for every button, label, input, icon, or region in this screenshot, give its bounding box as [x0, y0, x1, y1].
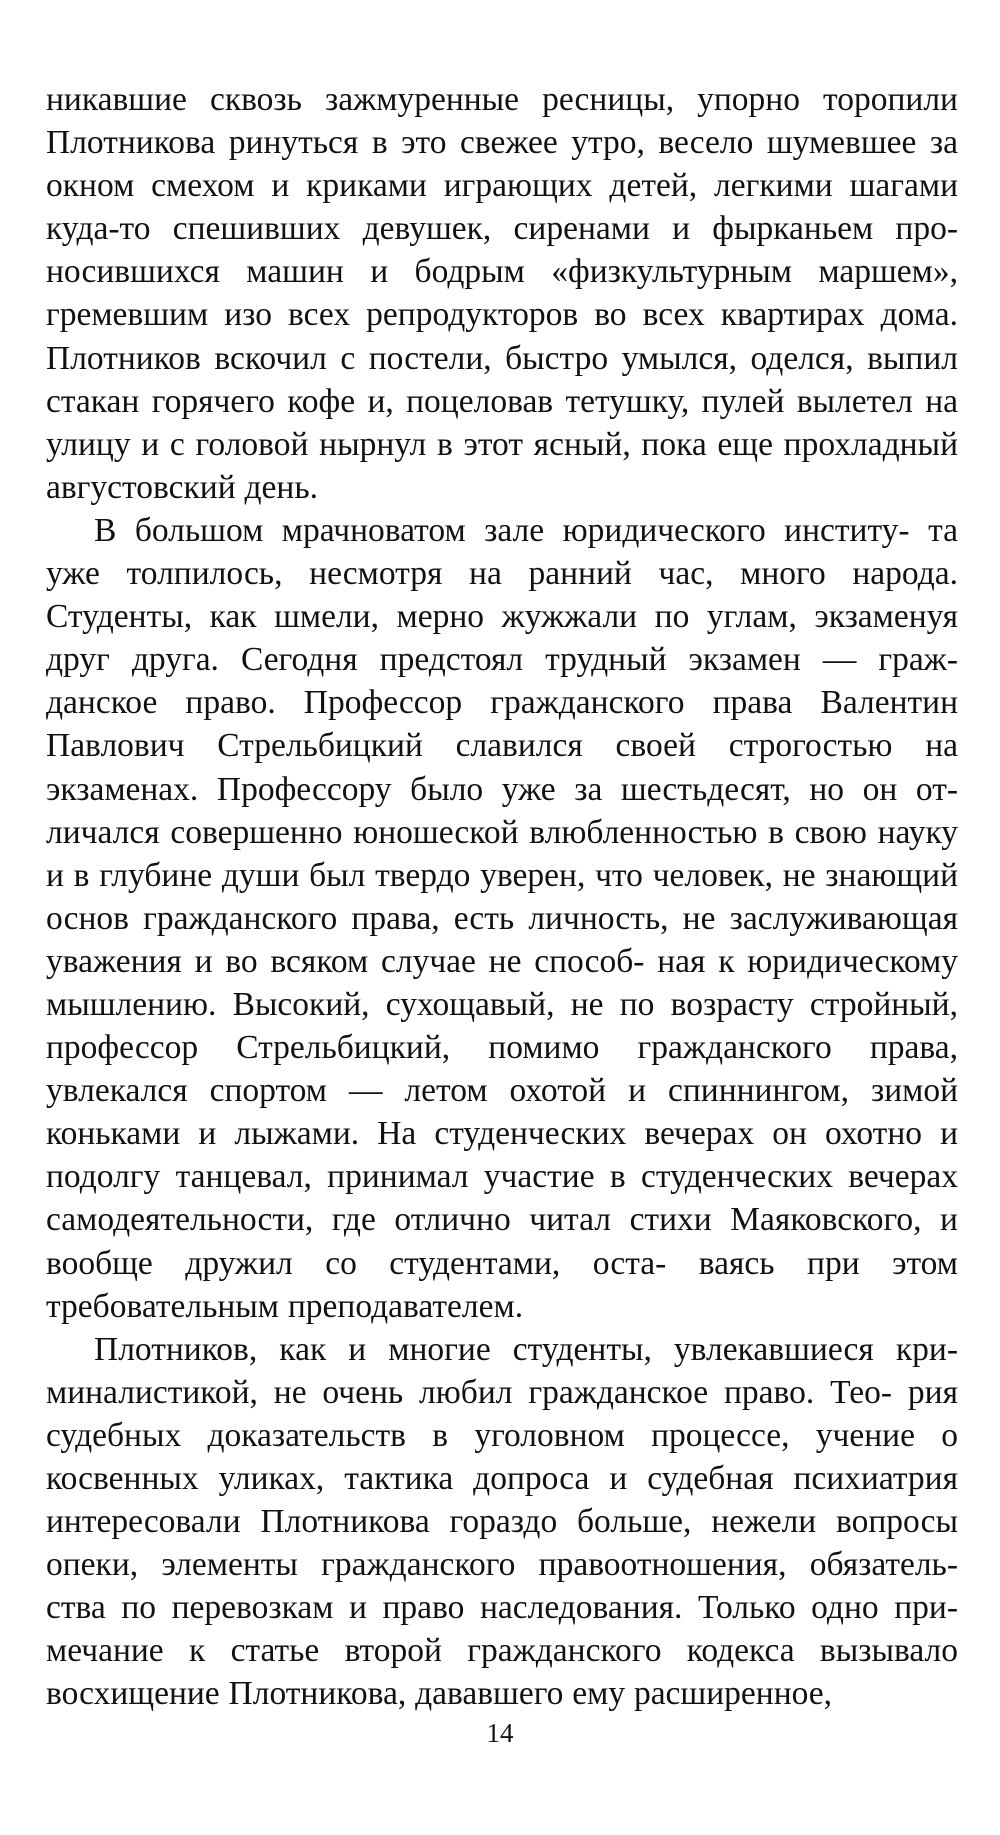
text-line: Плотников, как и многие студенты, увлекавшиеся кри-	[94, 1330, 958, 1368]
text-line: Плотников вскочил с постели, быстро умылся, оделся,	[46, 339, 854, 377]
paragraph-3	[46, 1328, 958, 1716]
text-line: науку и в глубине души был твердо уверен, что человек,	[46, 813, 959, 894]
text-line: Плотникова ринуться в это свежее утро, весело шумевшее за	[46, 124, 958, 162]
text-line: восхищение Плотникова, дававшего ему расширенное,	[46, 1675, 833, 1713]
text-line: вылетел на улицу и с головой нырнул в этот ясный, пока	[46, 382, 959, 463]
text-line: опеки, элементы гражданского правоотношения, обязатель-	[46, 1546, 958, 1584]
text-line: данское право. Профессор гражданского права Валентин	[46, 684, 958, 722]
text-line: заслуживающая уважения и во всяком случае не способ-	[46, 899, 959, 980]
page-text-body	[46, 78, 958, 1716]
text-line: окном смехом и криками играющих детей, легкими шагами	[46, 167, 958, 205]
text-line: рия судебных доказательств в уголовном процессе, учение	[46, 1373, 958, 1454]
text-line: куда-то спешивших девушек, сиренами и фырканьем про-	[46, 210, 958, 248]
text-line: еще прохладный августовский день.	[46, 425, 958, 506]
text-line: выпил стакан горячего кофе и, поцеловав тетушку, пулей	[46, 339, 959, 420]
paragraph-1	[46, 78, 958, 509]
text-line: и спиннингом, зимой коньками и лыжами. На студенческих	[46, 1072, 959, 1153]
text-line: не знающий основ гражданского права, есть личность, не	[46, 856, 958, 937]
text-line: та уже толпилось, несмотря на ранний час, много народа.	[46, 511, 959, 593]
text-line: интересовали Плотникова гораздо больше, нежели вопросы	[46, 1503, 958, 1541]
text-line: в студенческих вечерах самодеятельности, где отлично читал	[46, 1158, 958, 1239]
text-line: миналистикой, не очень любил гражданское право. Тео-	[46, 1373, 893, 1411]
paragraph-2	[46, 509, 958, 1328]
text-line: вечерах он охотно и подолгу танцевал, принимал участие	[46, 1115, 959, 1196]
text-line: друг друга. Сегодня предстоял трудный экзамен — граж-	[46, 641, 958, 679]
text-line: личался совершенно юношеской влюбленностью в свою	[46, 813, 867, 851]
text-line: по возрасту стройный, профессор Стрельбицкий, помимо	[46, 985, 958, 1067]
text-line: ная к юридическому мышлению. Высокий, сухощавый, не	[46, 942, 958, 1023]
text-line: Студенты, как шмели, мерно жужжали по углам, экзаменуя	[46, 598, 958, 636]
text-line: о косвенных уликах, тактика допроса и судебная психиатрия	[46, 1416, 958, 1497]
text-line: ваясь при этом требовательным преподавателем.	[46, 1244, 958, 1325]
text-line: никавшие сквозь зажмуренные ресницы, упорно торопили	[46, 81, 958, 118]
text-line: мечание к статье второй гражданского кодекса вызывало	[46, 1632, 958, 1670]
text-line: стихи Маяковского, и вообще дружил со студентами, оста-	[46, 1201, 958, 1282]
text-line: гражданского права, увлекался спортом — летом охотой	[46, 1029, 958, 1110]
text-line: экзаменах. Профессору было уже за шестьдесят, но он от-	[46, 770, 958, 808]
text-line: носившихся машин и бодрым «физкультурным маршем»,	[46, 253, 958, 291]
text-line: гремевшим изо всех репродукторов во всех квартирах дома.	[46, 296, 958, 334]
text-line: Павлович Стрельбицкий славился своей строгостью на	[46, 727, 958, 765]
text-line: ства по перевозкам и право наследования. Только одно при-	[46, 1589, 958, 1627]
text-line: В большом мрачноватом зале юридического институ-	[94, 511, 910, 549]
page-number: 14	[486, 1718, 514, 1748]
